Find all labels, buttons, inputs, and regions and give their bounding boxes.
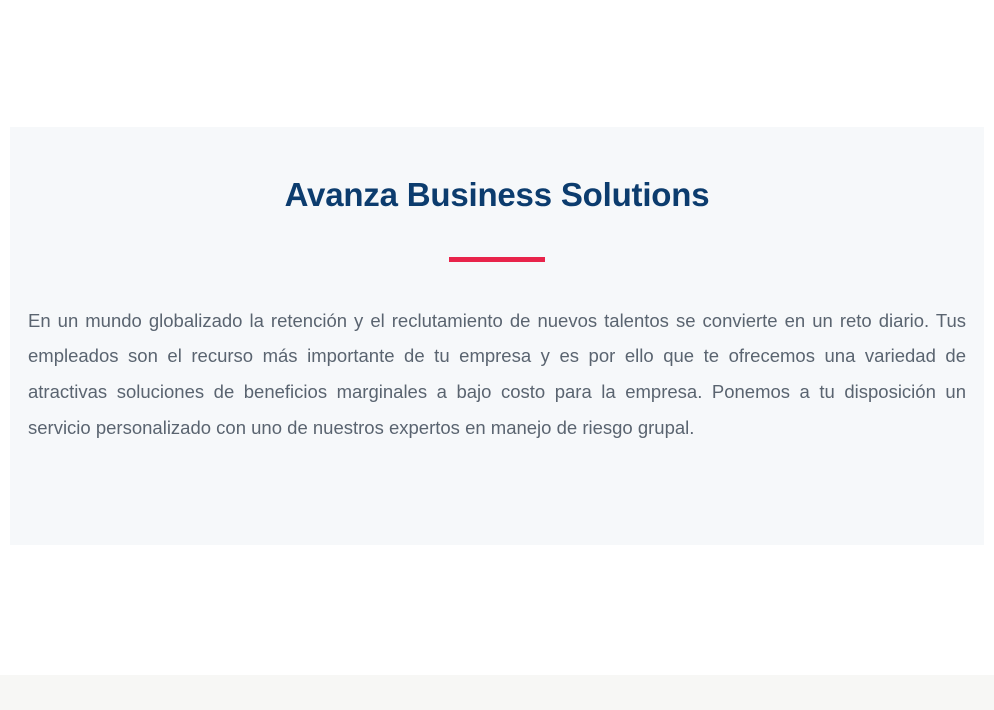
footer-band <box>0 675 994 710</box>
hero-section <box>10 127 984 545</box>
hero-description: En un mundo globalizado la retención y el reclutamiento de nuevos talentos se convierte en un reto diario. Tus empleados son el recurso más importante de tu empresa y es por ello que te ofrecemos una variedad de atractivas soluciones de beneficios marginales a bajo costo para la empresa. Ponemos a tu disposición un servicio personalizado con uno de nuestros expertos en manejo de riesgo grupal. <box>28 309 966 438</box>
page-title: Avanza Business Solutions <box>284 176 710 213</box>
